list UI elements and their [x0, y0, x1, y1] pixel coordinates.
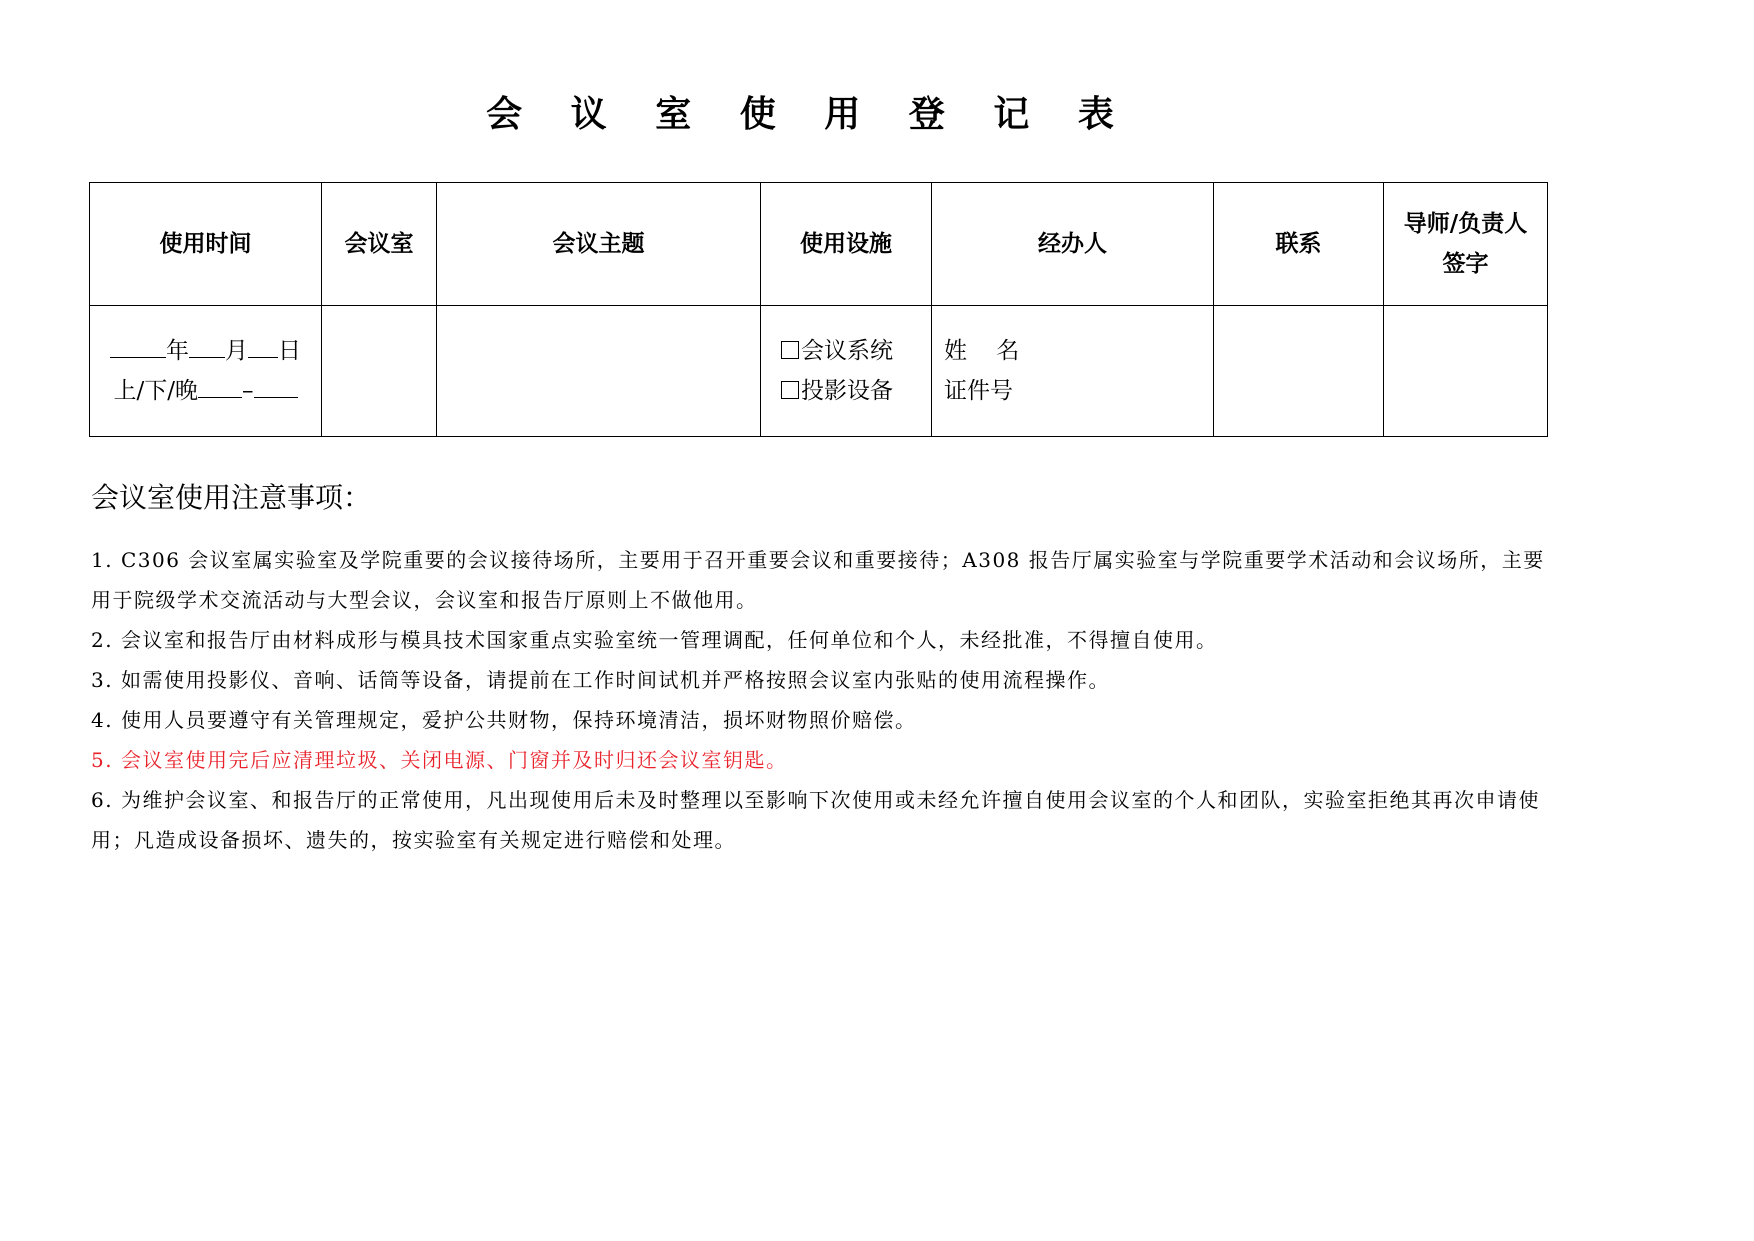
handler-name-label: 姓 名: [944, 338, 1020, 364]
registration-table: [89, 182, 1548, 437]
day-blank[interactable]: [248, 337, 278, 358]
header-contact: 联系: [1214, 183, 1384, 306]
month-label: 月: [225, 338, 248, 364]
header-room: 会议室: [322, 183, 437, 306]
period-line: [90, 371, 321, 411]
room-cell[interactable]: [322, 306, 437, 437]
note-item-1: 1. C306 会议室属实验室及学院重要的会议接待场所，主要用于召开重要会议和重要接待；A308 报告厅属实验室与学院重要学术活动和会议场所，主要用于院级学术交流活动与大型会议，会议室和报告厅原则上不做他用。: [91, 548, 1545, 612]
note-item-4: 4. 使用人员要遵守有关管理规定，爱护公共财物，保持环境清洁，损坏财物照价赔偿。: [91, 708, 917, 732]
header-handler: 经办人: [932, 183, 1214, 306]
header-facility: 使用设施: [761, 183, 932, 306]
note-item-5: 5. 会议室使用完后应清理垃圾、关闭电源、门窗并及时归还会议室钥匙。: [91, 748, 788, 772]
date-line: [90, 331, 321, 371]
day-label: 日: [278, 338, 301, 364]
projector-checkbox[interactable]: [781, 381, 799, 399]
page-title: 会 议 室 使 用 登 记 表: [486, 94, 1132, 135]
facility-cell: [761, 306, 932, 437]
projector-label: 投影设备: [801, 378, 893, 404]
table-header-row: [90, 183, 1548, 306]
note-item-6: 6. 为维护会议室、和报告厅的正常使用，凡出现使用后未及时整理以至影响下次使用或未经允许擅自使用会议室的个人和团队，实验室拒绝其再次申请使用；凡造成设备损坏、遗失的，按实验室有关规定进行赔偿和处理。: [91, 788, 1540, 852]
facility-option-conference[interactable]: [781, 331, 931, 371]
end-time-blank[interactable]: [254, 377, 298, 398]
note-item-3: 3. 如需使用投影仪、音响、话筒等设备，请提前在工作时间试机并严格按照会议室内张贴的使用流程操作。: [91, 668, 1110, 692]
supervisor-signature-cell[interactable]: [1384, 306, 1548, 437]
topic-cell[interactable]: [437, 306, 761, 437]
month-blank[interactable]: [189, 337, 225, 358]
start-time-blank[interactable]: [198, 377, 242, 398]
conference-system-checkbox[interactable]: [781, 341, 799, 359]
time-dash: –: [242, 378, 254, 404]
contact-cell[interactable]: [1214, 306, 1384, 437]
notes-list: [91, 540, 1561, 860]
note-item-2: 2. 会议室和报告厅由材料成形与模具技术国家重点实验室统一管理调配，任何单位和个人，未经批准，不得擅自使用。: [91, 628, 1218, 652]
header-supervisor-line1: 导师/负责人: [1403, 211, 1528, 237]
handler-cell[interactable]: [932, 306, 1214, 437]
time-cell[interactable]: [90, 306, 322, 437]
conference-system-label: 会议系统: [801, 338, 893, 364]
year-blank[interactable]: [110, 337, 166, 358]
header-time: 使用时间: [90, 183, 322, 306]
header-supervisor-line2: 签字: [1442, 251, 1489, 277]
year-label: 年: [166, 338, 189, 364]
period-label: 上/下/晚: [113, 378, 198, 404]
header-topic: 会议主题: [437, 183, 761, 306]
table-row: [90, 306, 1548, 437]
handler-id-label: 证件号: [944, 378, 1013, 404]
header-supervisor: [1384, 183, 1548, 306]
facility-option-projector[interactable]: [781, 371, 931, 411]
notes-heading: 会议室使用注意事项：: [91, 481, 372, 514]
